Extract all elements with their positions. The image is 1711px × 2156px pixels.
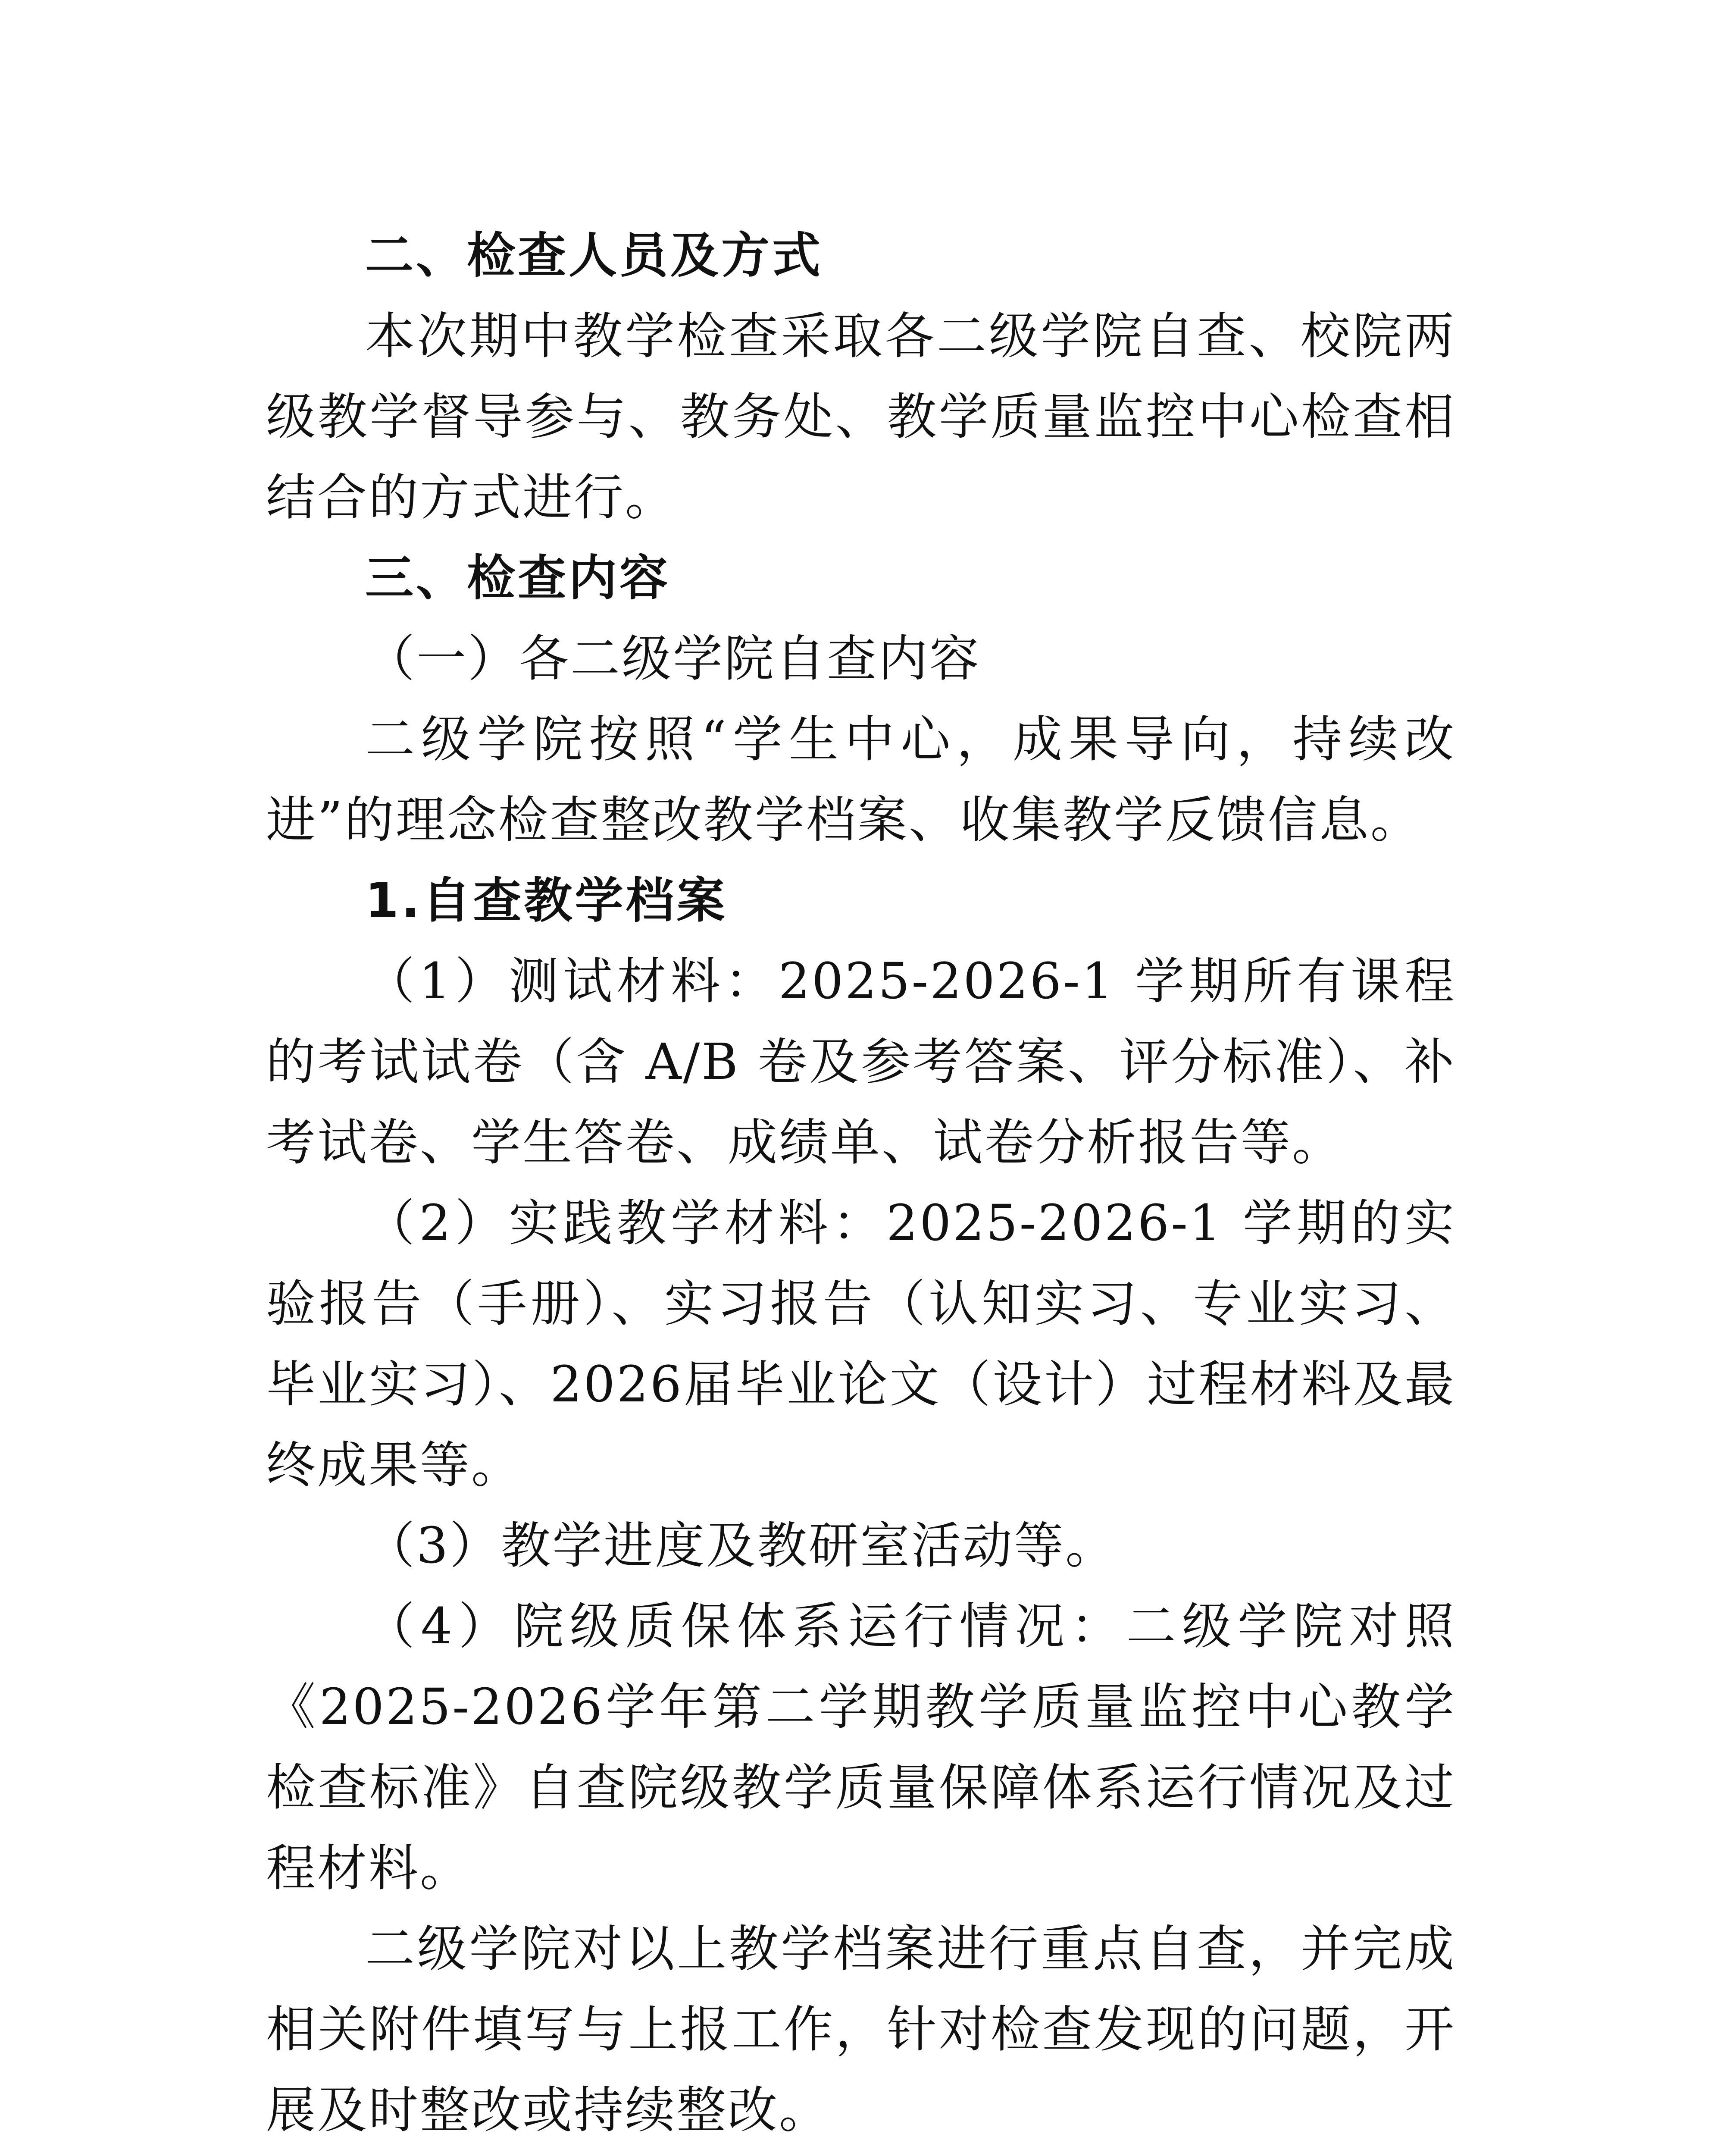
- paragraph-practice-materials: （2）实践教学材料：2025-2026-1 学期的实验报告（手册）、实习报告（认知实习、专业实习、毕业实习）、2026届毕业论文（设计）过程材料及最终成果等。: [266, 1194, 1456, 1494]
- section-heading-content: 三、检查内容: [365, 550, 670, 606]
- paragraph-self-check-summary: 二级学院对以上教学档案进行重点自查，并完成相关附件填写与上报工作，针对检查发现的问题，开展及时整改或持续整改。: [266, 1920, 1456, 2139]
- paragraph-self-check-intro: 二级学院按照“学生中心，成果导向，持续改进”的理念检查整改教学档案、收集教学反馈信息。: [266, 711, 1456, 849]
- section-heading-inspectors: 二、检查人员及方式: [365, 228, 823, 284]
- paragraph-inspection-method: 本次期中教学检查采取各二级学院自查、校院两级教学督导参与、教务处、教学质量监控中心检查相结合的方式进行。: [266, 307, 1456, 526]
- item-heading-archives: 1.自查教学档案: [365, 873, 728, 929]
- subsection-heading-self-check: （一）各二级学院自查内容: [365, 630, 981, 688]
- paragraph-test-materials: （1）测试材料：2025-2026-1 学期所有课程的考试试卷（含 A/B 卷及参考答案、评分标准）、补考试卷、学生答卷、成绩单、试卷分析报告等。: [266, 953, 1456, 1172]
- item-heading-feedback: [266, 2151, 1456, 2156]
- paragraph-quality-system: （4）院级质保体系运行情况：二级学院对照《2025-2026学年第二学期教学质量监控中心教学检查标准》自查院级教学质量保障体系运行情况及过程材料。: [266, 1598, 1456, 1897]
- paragraph-teaching-progress: （3）教学进度及教研室活动等。: [365, 1517, 1117, 1575]
- document-body: [266, 216, 1456, 2156]
